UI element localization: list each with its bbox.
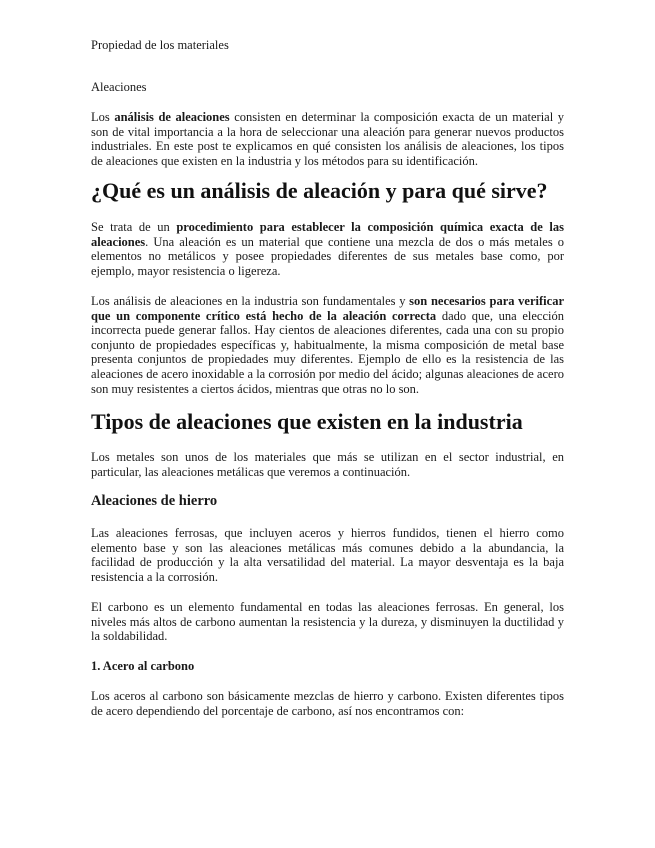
paragraph-aleaciones-ferrosas: Las aleaciones ferrosas, que incluyen aceros y hierros fundidos, tienen el hierro como elemento base y son las aleaciones metálicas más comunes debido a la abundancia, la facilidad de producción y la alta versatilidad del material. La mayor desventaja es la baja resistencia a la corrosión. [91, 526, 564, 584]
document-title: Propiedad de los materiales [91, 38, 229, 52]
paragraph-metales: Los metales son unos de los materiales que más se utilizan en el sector industrial, en particular, las aleaciones metálicas que veremos a continuación. [91, 450, 564, 479]
heading-analisis: ¿Qué es un análisis de aleación y para qué sirve? [91, 178, 548, 203]
heading-tipos-aleaciones: Tipos de aleaciones que existen en la industria [91, 409, 523, 434]
para1-pre: Se trata de un [91, 220, 177, 234]
para1-bold: procedimiento para establecer la composición química exacta de las aleaciones [91, 220, 564, 249]
para2-pre: Los análisis de aleaciones en la industria son fundamentales y [91, 294, 410, 308]
para1-post: . Una aleación es un material que contiene una mezcla de dos o más metales o elementos no metálicos y posee propiedades diferentes de sus metales base como, por ejemplo, mayor resistencia o ligereza. [91, 234, 564, 278]
paragraph-aceros-carbono: Los aceros al carbono son básicamente mezclas de hierro y carbono. Existen diferentes tipos de acero dependiendo del porcentaje de carbono, así nos encontramos con: [91, 689, 564, 718]
para2-post: dado que, una elección incorrecta puede generar fallos. Hay cientos de aleaciones diferentes, cada una con su propio conjunto de propiedades específicas y, habitualmente, la misma composición de metal base presenta conjuntos de propiedades muy diferentes. Ejemplo de ello es la resistencia de las aleaciones de acero inoxidable a la corrosión por medio del ácido; algunas aleaciones de acero son muy resistentes a ciertos ácidos, mientras que otras no lo son. [91, 308, 564, 396]
intro-paragraph [91, 110, 564, 168]
intro-pre: Los [91, 110, 115, 124]
intro-post: consisten en determinar la composición exacta de un material y son de vital importancia a la hora de seleccionar una aleación para generar nuevos productos industriales. En este post te explicamos en qué consisten los análisis de aleaciones, los tipos de aleaciones que existen en la industria y los métodos para su identificación. [91, 110, 564, 168]
section-label: Aleaciones [91, 80, 147, 94]
paragraph-analisis-industria [91, 294, 564, 396]
subheading-aleaciones-hierro: Aleaciones de hierro [91, 493, 218, 509]
paragraph-carbono: El carbono es un elemento fundamental en todas las aleaciones ferrosas. En general, los niveles más altos de carbono aumentan la resistencia y la dureza, y disminuyen la ductilidad y la soldabilidad. [91, 600, 564, 644]
para2-bold: son necesarios para verificar que un componente crítico está hecho de la aleación correcta [91, 294, 564, 323]
paragraph-procedimiento [91, 220, 564, 278]
subheading-acero-carbono: 1. Acero al carbono [91, 659, 195, 673]
intro-bold: análisis de aleaciones [114, 110, 230, 124]
